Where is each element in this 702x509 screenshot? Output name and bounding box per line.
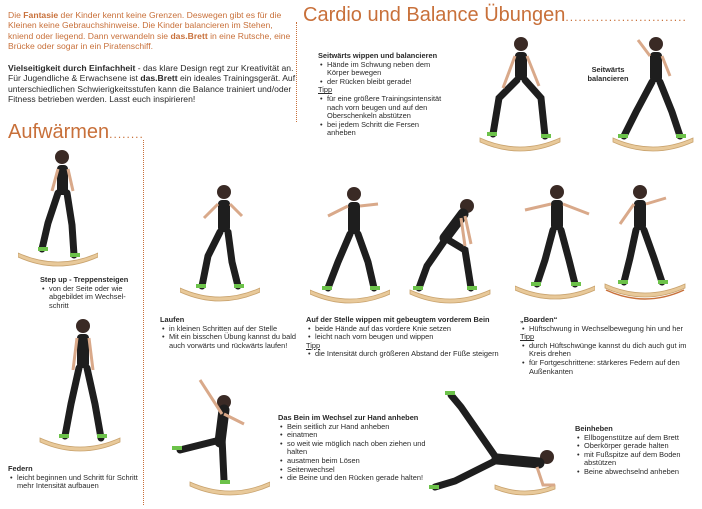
boarden-tipp: Tipp <box>520 332 535 342</box>
stelle-item: • leicht nach vorn beugen und wippen <box>306 333 506 342</box>
intro2-bold: Vielseitigkeit durch Einfachheit <box>8 63 136 73</box>
stelle-figure-2 <box>405 190 495 312</box>
boarden-item: • Hüftschwung in Wechselbewegung hin und her <box>520 325 690 334</box>
intro-fantasie: Fantasie <box>23 10 59 20</box>
beinheben-item: • Beine abwechselnd anheben <box>575 468 700 477</box>
bein-title: Das Bein im Wechsel zur Hand anheben <box>278 413 419 422</box>
beinheben-item: • Ellbogenstütze auf dem Brett <box>575 434 700 443</box>
intro2-text: ein ideales Trainingsgerät. Auf unterschiedlichen Schwierigkeitsstufen kann die Balance trainiert und/oder Fitness betrieben werden. Lasst euch inspirieren! <box>8 73 296 104</box>
boarden-tipp-item: • für Fortgeschrittene: stärkeres Federn auf den Außenkanten <box>520 359 690 376</box>
section-divider <box>143 140 144 505</box>
stelle-tipp-item: • die Intensität durch größeren Abstand der Füße steigern <box>306 350 506 359</box>
seitwaerts-block <box>318 52 448 138</box>
intro-text: in eine Rutsche, eine Brücke oder sogar in ein Piratenschiff. <box>8 30 291 51</box>
intro-paragraph <box>8 10 298 51</box>
federn-block <box>8 465 138 491</box>
bein-item: • Seitenwechsel <box>278 466 428 475</box>
laufen-item: • Mit ein bisschen Übung kannst du bald auch vorwärts und rückwärts laufen! <box>160 333 300 350</box>
seitwaerts-tipp: Tipp <box>318 85 333 95</box>
seitwaerts-tipp-item: • für eine größere Trainingsintensität nach vorn beugen und auf den Oberschenkeln abstützen <box>318 95 448 121</box>
cardio-title: Cardio und Balance Übungen <box>303 4 566 26</box>
federn-title: Federn <box>8 464 33 473</box>
stelle-block <box>306 316 506 359</box>
bein-item: • Bein seitlich zur Hand anheben <box>278 423 428 432</box>
beinheben-block <box>575 425 700 477</box>
stelle-item: • beide Hände auf das vordere Knie setzen <box>306 325 506 334</box>
seitwaerts-tipp-item: • bei jedem Schritt die Fersen anheben <box>318 121 448 138</box>
bein-figure <box>160 372 270 502</box>
stepup-figure <box>18 145 98 275</box>
intro-paragraph-2 <box>8 63 298 104</box>
cardio-heading <box>303 4 687 27</box>
seitwaerts-figure <box>475 32 565 162</box>
beinheben-figure <box>425 385 575 500</box>
federn-figure <box>35 312 125 460</box>
intro2-brand: das.Brett <box>140 73 178 84</box>
balancieren-figure <box>608 32 698 162</box>
stelle-figure-1 <box>310 182 390 312</box>
stepup-block <box>40 276 140 310</box>
laufen-title: Laufen <box>160 315 185 324</box>
stelle-title: Auf der Stelle wippen mit gebeugtem vorderem Bein <box>306 315 490 324</box>
boarden-figure-1 <box>515 180 595 308</box>
cardio-dots: ............................ <box>565 10 687 24</box>
intro2-text: - das klare Design regt zur Kreativität an. Für Jugendliche & Erwachsene ist <box>8 63 294 84</box>
federn-item: • leicht beginnen und Schritt für Schritt mehr Intensität aufbauen <box>8 474 138 491</box>
intro-text: der Kinder kennt keine Grenzen. Deswegen gibt es für die Kleinen keine Gebrauchshinweise. Die Kinder balancieren im Stehen, kniend oder liegend. Dann verwandeln sie <box>8 10 282 41</box>
bein-item: • ausatmen beim Lösen <box>278 457 428 466</box>
stepup-title: Step up - Treppensteigen <box>40 275 129 284</box>
boarden-title: „Boarden“ <box>520 315 558 324</box>
bein-item: • die Beine und den Rücken gerade halten! <box>278 474 428 483</box>
seitwaerts-item: • der Rücken bleibt gerade! <box>318 78 448 87</box>
warmup-heading <box>8 121 144 144</box>
laufen-figure <box>180 180 260 310</box>
laufen-item: • in kleinen Schritten auf der Stelle <box>160 325 300 334</box>
boarden-tipp-item: • durch Hüftschwünge kannst du dich auch gut im Kreis drehen <box>520 342 690 359</box>
seitwaerts-label-1: Seitwärts <box>591 65 625 74</box>
boarden-block <box>520 316 690 376</box>
stepup-item: • von der Seite oder wie abgebildet im Wechsel-schritt <box>40 285 140 311</box>
seitwaerts-label-2: balancieren <box>587 73 629 83</box>
beinheben-title: Beinheben <box>575 424 613 433</box>
warmup-dots: ........ <box>109 127 144 141</box>
bein-item: • einatmen <box>278 431 428 440</box>
intro-text: Die <box>8 10 24 20</box>
bein-block <box>278 414 428 483</box>
intro-brand: das.Brett <box>170 30 208 41</box>
stelle-tipp: Tipp <box>306 340 321 350</box>
section-divider-top <box>296 22 297 122</box>
bein-item: • so weit wie möglich nach oben ziehen und halten <box>278 440 428 457</box>
boarden-figure-2 <box>600 180 690 308</box>
laufen-block <box>160 316 300 350</box>
warmup-title: Aufwärmen <box>8 121 110 143</box>
beinheben-item: • Oberkörper gerade halten <box>575 442 700 451</box>
seitwaerts-item: • Hände im Schwung neben dem Körper bewegen <box>318 61 448 78</box>
beinheben-item: • mit Fußspitze auf dem Boden abstützen <box>575 451 700 468</box>
seitwaerts-title: Seitwärts wippen und balancieren <box>318 51 438 60</box>
